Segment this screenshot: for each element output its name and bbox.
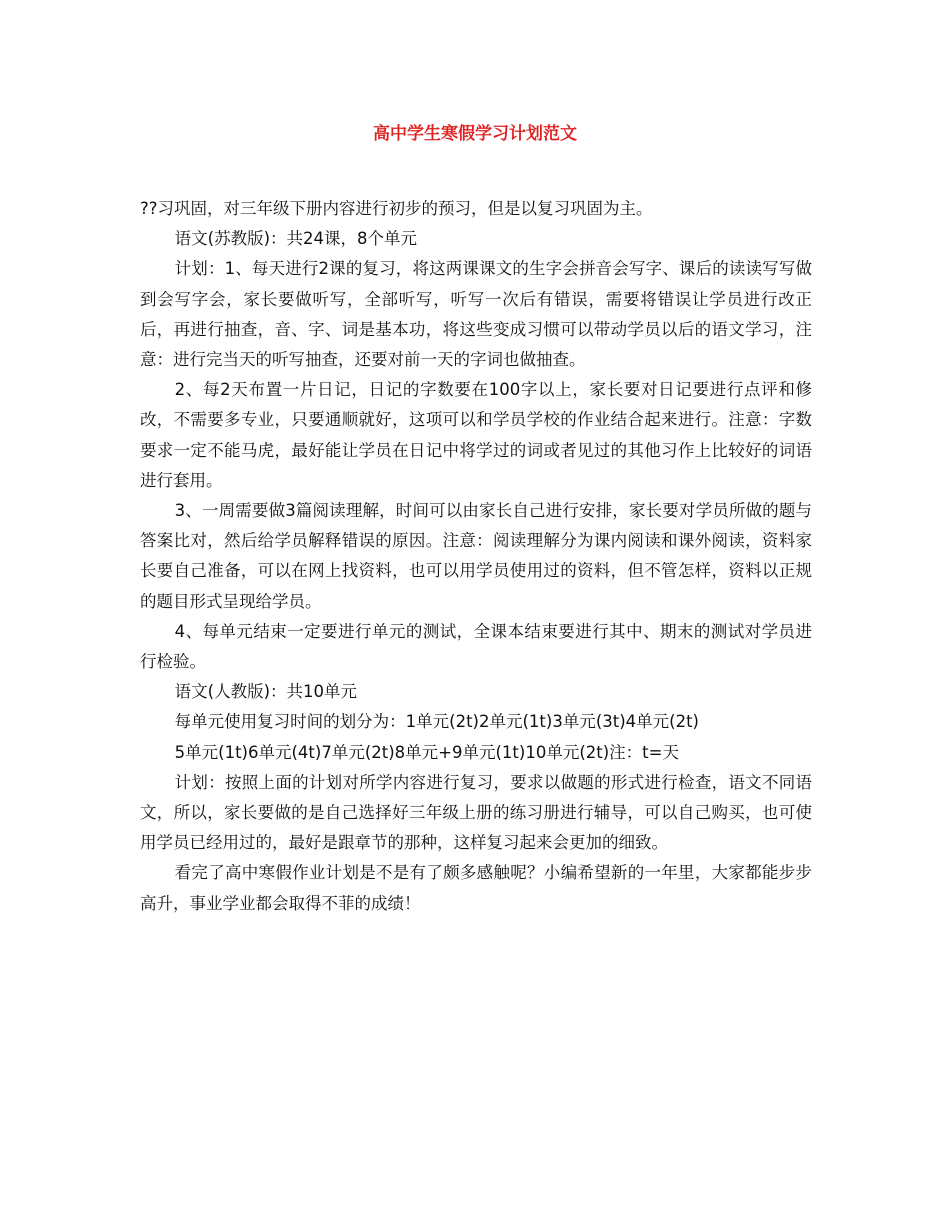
paragraph-4: 2、每2天布置一片日记，日记的字数要在100字以上，家长要对日记要进行点评和修改，不需要多专业，只要通顺就好，这项可以和学员学校的作业结合起来进行。注意：字数要求一定不能马虎，最好能让学员在日记中将学过的词或者见过的其他习作上比较好的词语进行套用。	[140, 380, 812, 490]
paragraph-6: 4、每单元结束一定要进行单元的测试，全课本结束要进行其中、期末的测试对学员进行检验。	[140, 621, 812, 672]
paragraph-9: 5单元(1t)6单元(4t)7单元(2t)8单元+9单元(1t)10单元(2t)注：t=天	[174, 742, 679, 762]
paragraph-11: 看完了高中寒假作业计划是不是有了颇多感触呢？小编希望新的一年里，大家都能步步高升，事业学业都会取得不菲的成绩！	[140, 863, 812, 913]
paragraph-3: 计划：1、每天进行2课的复习，将这两课课文的生字会拼音会写字、课后的读读写写做到会写字会，家长要做听写，全部听写，听写一次后有错误，需要将错误让学员进行改正后，再进行抽查，音、字、词是基本功，将这些变成习惯可以带动学员以后的语文学习，注意：进行完当天的听写抽查，还要对前一天的字词也做抽查。	[140, 259, 812, 370]
paragraph-8: 每单元使用复习时间的划分为：1单元(2t)2单元(1t)3单元(3t)4单元(2t)	[174, 712, 699, 732]
document-body	[140, 194, 812, 919]
paragraph-5: 3、一周需要做3篇阅读理解，时间可以由家长自己进行安排，家长要对学员所做的题与答案比对，然后给学员解释错误的原因。注意：阅读理解分为课内阅读和课外阅读，资料家长要自己准备，可以在网上找资料，也可以用学员使用过的资料，但不管怎样，资料以正规的题目形式呈现给学员。	[140, 501, 812, 611]
document-title: 高中学生寒假学习计划范文	[373, 124, 577, 144]
paragraph-10: 计划：按照上面的计划对所学内容进行复习，要求以做题的形式进行检查，语文不同语文，所以，家长要做的是自己选择好三年级上册的练习册进行辅导，可以自己购买，也可使用学员已经用过的，最好是跟章节的那种，这样复习起来会更加的细致。	[140, 772, 812, 853]
paragraph-1: ??习巩固，对三年级下册内容进行初步的预习，但是以复习巩固为主。	[140, 199, 653, 218]
paragraph-2: 语文(苏教版)：共24课，8个单元	[174, 229, 418, 249]
paragraph-7: 语文(人教版)：共10单元	[174, 682, 358, 702]
